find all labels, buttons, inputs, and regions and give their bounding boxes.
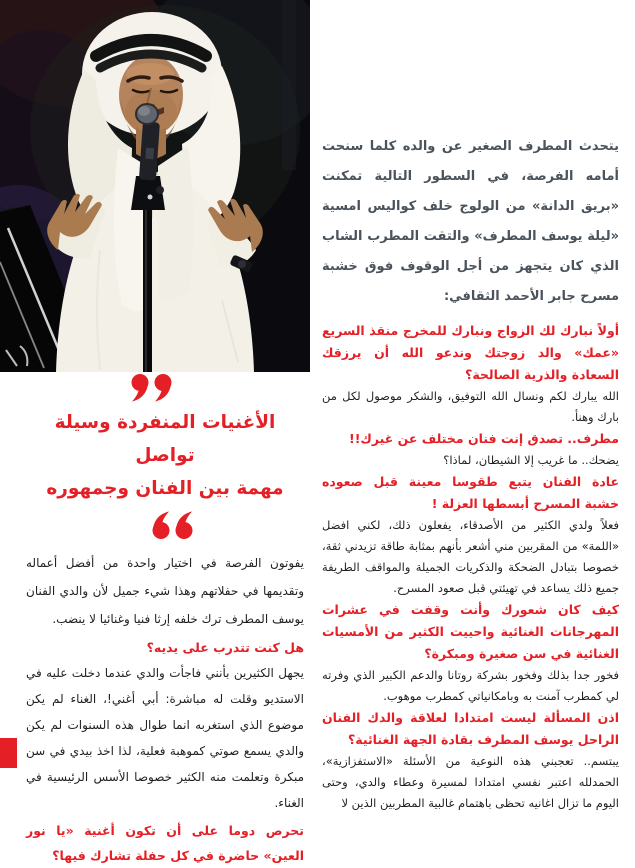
quote-open-icon: [32, 511, 310, 539]
article-intro: يتحدث المطرف الصغير عن والده كلما سنحت أمامه الفرصة، في السطور التالية تمكنت «بريق الدانة» من الولوج خلف كواليس امسية «ليلة يوسف المطرف» والتقت المطرب الشاب الذي كان يتجهز من أجل الوقوف فوق خشبة مسرح جابر الأحمد الثقافي:: [322, 139, 619, 304]
interview-question: اذن المسألة ليست امتدادا لعلاقة والدك الفنان الراحل يوسف المطرف بقادة الجهة الغنائية؟: [322, 710, 619, 747]
interview-answer: يجهل الكثيرين بأنني فاجأت والدي عندما دخلت عليه في الاستديو وقلت له مباشرة: أبي أغني!، الغناء لم يكن موضوع الذي استغربه انما طوال هذه السنوات لم يكن والدي يسمع صوتي كموهبة فعلية، لذا اخذ بيدي في سن مبكرة وتعلمت منه الكثير خصوصا الأسس الرئيسية في الغناء.: [26, 666, 304, 810]
interview-answer: يضحك.. ما غريب إلا الشيطان، لماذا؟: [443, 453, 619, 467]
interview-question: مطرف.. تصدق إنت فنان مختلف عن غيرك!!: [349, 431, 619, 446]
quote-close-icon: [14, 374, 292, 402]
page-edge-marker: [0, 738, 17, 768]
interview-answer: فعلاً ولدي الكثير من الأصدقاء، يفعلون ذلك، لكني افضل «اللمة» من المقربين مني أشعر بأنهم بمثابة طاقة تزيدني ثقة، خصوصا بتبادل الضحكة والذكريات الجميلة والمواقف الطريفة جميع ذلك يساعد في تهيئتي قبل صعود المسرح.: [322, 518, 619, 595]
interview-answer-continued: يفوتون الفرصة في اختيار واحدة من أفضل أعماله وتقديمها في حفلاتهم وهذا شيء جميل لأن والدي الفنان يوسف المطرف ترك خلفه إرثا فنيا وغنائيا لا ينضب.: [26, 556, 304, 626]
interview-question: كيف كان شعورك وأنت وقفت في عشرات المهرجانات الغنائية واحييت الكثير من الأمسيات الغنائية في سن صغيرة ومبكرة؟: [322, 602, 619, 661]
article-right-column: [322, 132, 619, 814]
interview-question: تحرص دوما على أن تكون أغنية «يا نور العين» حاضرة في كل حفلة تشارك فيها؟: [26, 823, 304, 863]
interview-answer: الله يبارك لكم ونسال الله التوفيق، والشكر موصول لكل من بارك وهنأ.: [322, 389, 619, 424]
interview-question: هل كنت تتدرب على يديه؟: [146, 640, 304, 655]
interview-question: عادة الفنان يتبع طقوسا معينة قبل صعوده خشبة المسرح أبسطها العزلة !: [322, 474, 619, 511]
pull-quote-line: الأغنيات المنفردة وسيلة تواصل: [54, 412, 276, 466]
stage-scene: [0, 0, 310, 372]
article-left-column: [26, 374, 304, 868]
interview-question: أولاً نبارك لك الزواج ونبارك للمخرج منقذ السريع «عمك» والد زوجتك وندعو الله أن يرزقك السعادة والذرية الصالحة؟: [322, 323, 619, 382]
interview-answer: فخور جدا بذلك وفخور بشركة روتانا والدعم الكبير الذي وفرته لي كمطرب آمنت به وبامكانياتي كمطرب موهوب.: [322, 668, 619, 703]
singer-performing-photo: [0, 0, 310, 372]
pull-quote-line: مهمة بين الفنان وجمهوره: [46, 478, 284, 499]
pull-quote: [26, 406, 304, 505]
interview-answer: يبتسم.. تعجبني هذه النوعية من الأسئلة «الاستفزازية»، الحمدلله اعتبر نفسي امتدادا لمسيرة وعطاء والدي، وحتى اليوم ما تزال اغانيه تحظى باهتمام غالبية المطربين الذين لا: [322, 754, 619, 810]
